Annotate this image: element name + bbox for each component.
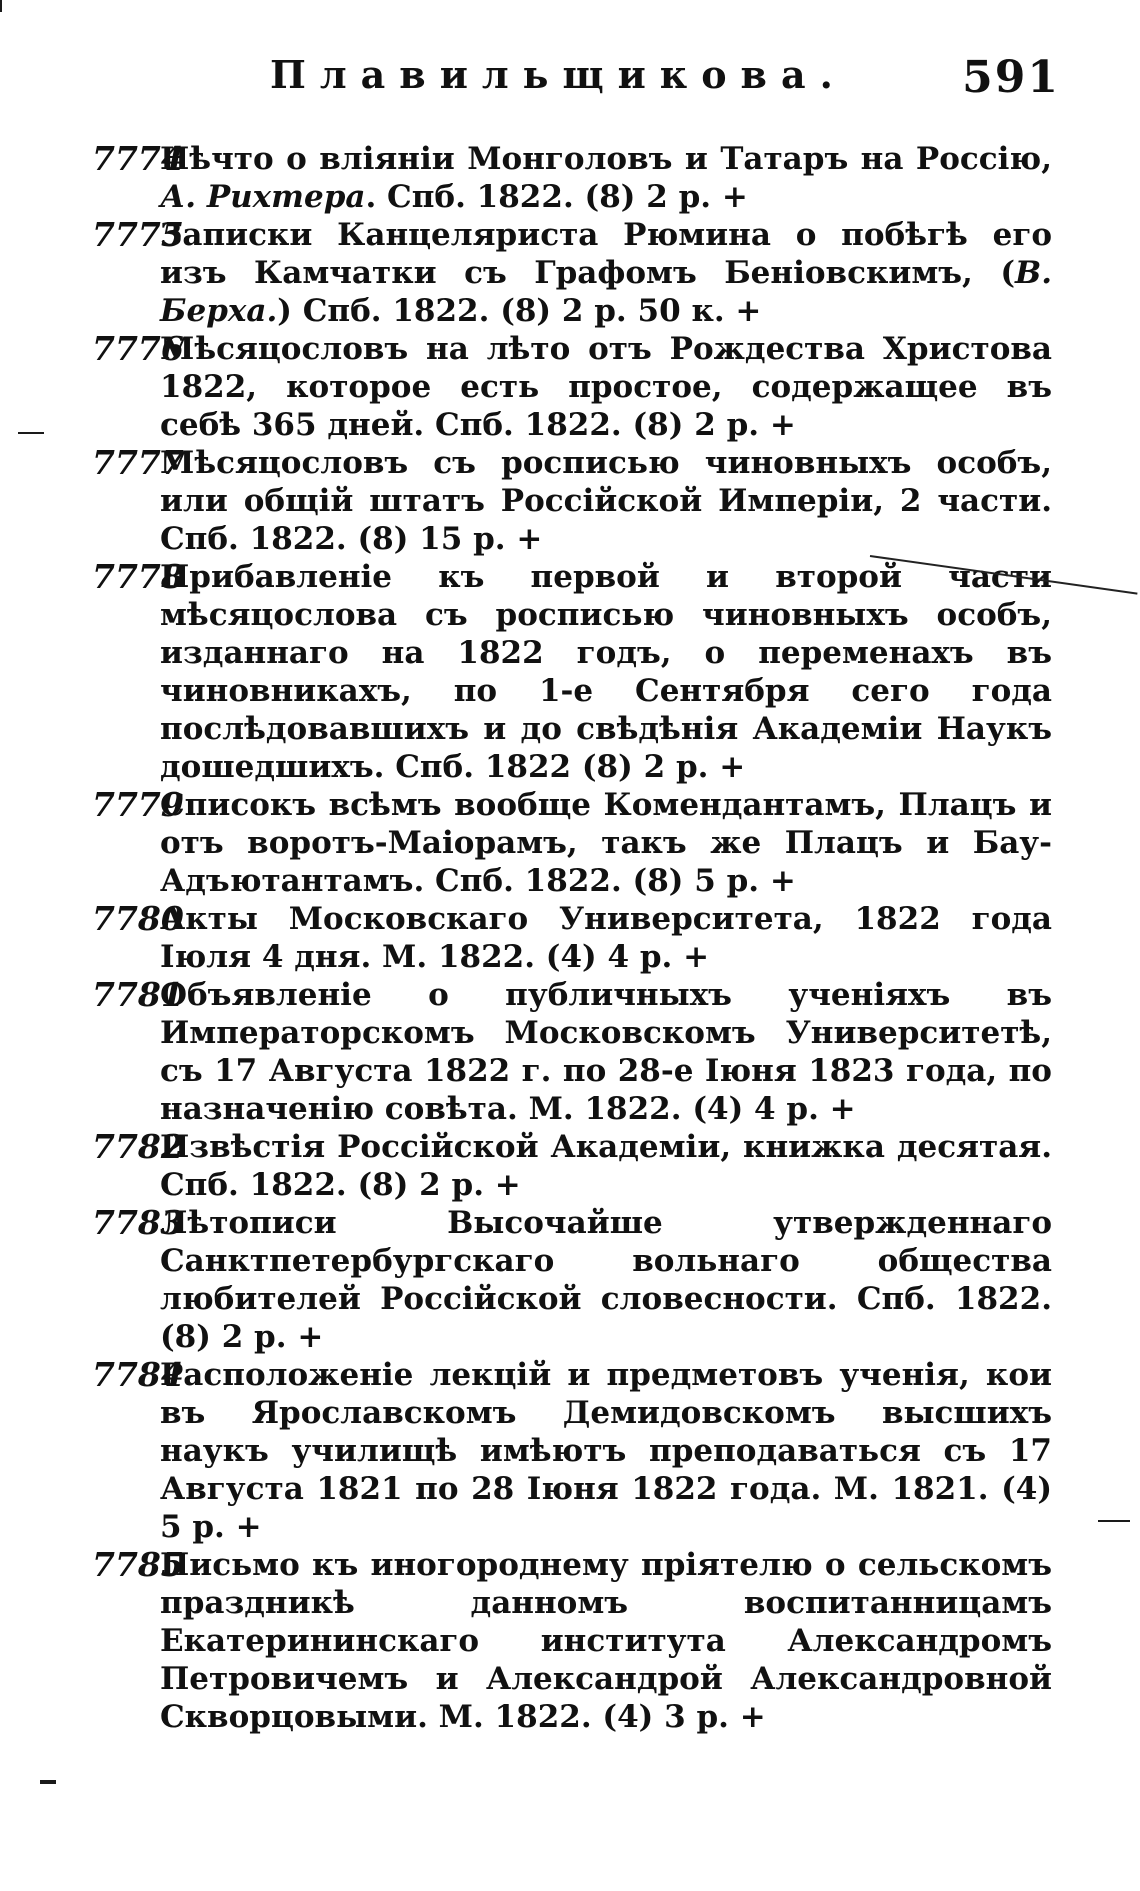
catalog-entry [92, 900, 1052, 976]
page-number: 591 [962, 52, 1060, 103]
entry-number: 7783 [92, 1203, 184, 1242]
entry-text-part: Извѣстія Россійской Академіи, книжка десятая. Спб. 1822. (8) 2 р. + [160, 1129, 1052, 1203]
entry-number: 7781 [92, 975, 184, 1014]
entry-text-part: Письмо къ иногороднему пріятелю о сельскомъ праздникѣ данномъ воспитанницамъ Екатерининскаго института Александромъ Петровичемъ и Александрой Александровной Скворцовыми. М. 1822. (4) 3 р. + [160, 1547, 1052, 1735]
catalog-entry [92, 976, 1052, 1128]
catalog-entry [92, 140, 1052, 216]
catalog-entry [92, 558, 1052, 786]
entry-number: 7778 [92, 557, 184, 596]
entry-author: В. Берха. [160, 255, 1052, 329]
entry-text-part: Мѣсяцословъ на лѣто отъ Рождества Христова 1822, которое есть простое, содержащее въ себѣ 365 дней. Спб. 1822. (8) 2 р. + [160, 331, 1052, 443]
entry-text-part: Записки Канцеляриста Рюмина о побѣгѣ его изъ Камчатки съ Графомъ Беніовскимъ, ( [160, 217, 1052, 291]
entry-text [160, 444, 1052, 558]
catalog-entry [92, 330, 1052, 444]
margin-mark [0, 0, 2, 12]
entry-text [160, 140, 1052, 216]
entry-text [160, 216, 1052, 330]
catalog-entry [92, 444, 1052, 558]
entry-text [160, 976, 1052, 1128]
entry-text-part: Расположеніе лекцій и предметовъ ученія, кои въ Ярославскомъ Демидовскомъ высшихъ наукъ училищѣ имѣютъ преподаваться съ 17 Августа 1821 по 28 Іюня 1822 года. М. 1821. (4) 5 р. + [160, 1357, 1052, 1545]
entry-number: 7780 [92, 899, 184, 938]
entry-text-part: Объявленіе о публичныхъ ученіяхъ въ Императорскомъ Московскомъ Университетѣ, съ 17 Августа 1822 г. по 28-е Іюня 1823 года, по назначенію совѣта. М. 1822. (4) 4 р. + [160, 977, 1052, 1127]
entry-number: 7775 [92, 215, 184, 254]
running-head [270, 52, 1060, 122]
margin-mark [1098, 1520, 1130, 1522]
entry-text-part: Мѣсяцословъ съ росписью чиновныхъ особъ, или общій штатъ Россійской Имперіи, 2 части. Спб. 1822. (8) 15 р. + [160, 445, 1052, 557]
running-head-title: Плавильщикова. [270, 52, 847, 97]
catalog-entry [92, 786, 1052, 900]
entry-text [160, 558, 1052, 786]
entry-number: 7785 [92, 1545, 184, 1584]
entry-number: 7782 [92, 1127, 184, 1166]
entry-text [160, 1128, 1052, 1204]
entry-author: А. Рихтера [160, 179, 366, 215]
entry-text [160, 1356, 1052, 1546]
entry-text-part: Списокъ всѣмъ вообще Комендантамъ, Плацъ и отъ воротъ-Маіорамъ, такъ же Плацъ и Бау-Адъютантамъ. Спб. 1822. (8) 5 р. + [160, 787, 1052, 899]
catalog-entry [92, 1128, 1052, 1204]
catalog-entry [92, 1204, 1052, 1356]
catalog-entry [92, 216, 1052, 330]
entry-text [160, 330, 1052, 444]
margin-mark [18, 432, 44, 434]
entry-text-part: Прибавленіе къ первой и второй части мѣсяцослова съ росписью чиновныхъ особъ, изданнаго на 1822 годъ, о переменахъ въ чиновникахъ, по 1-е Сентября сего года послѣдовавшихъ и до свѣдѣнія Академіи Наукъ дошедшихъ. Спб. 1822 (8) 2 р. + [160, 559, 1052, 785]
entry-number: 7779 [92, 785, 184, 824]
entry-text-part: . Спб. 1822. (8) 2 р. + [365, 179, 748, 215]
catalog-entry [92, 1546, 1052, 1736]
entry-text [160, 900, 1052, 976]
entry-text-part: Акты Московскаго Университета, 1822 года Іюля 4 дня. М. 1822. (4) 4 р. + [160, 901, 1052, 975]
entry-text [160, 1204, 1052, 1356]
entry-text [160, 1546, 1052, 1736]
margin-mark [40, 1780, 56, 1784]
catalog-entries [92, 140, 1052, 1736]
entry-number: 7774 [92, 139, 184, 178]
entry-text-part: Лѣтописи Высочайше утвержденнаго Санктпетербургскаго вольнаго общества любителей Россійской словесности. Спб. 1822. (8) 2 р. + [160, 1205, 1052, 1355]
entry-text-part: ) Спб. 1822. (8) 2 р. 50 к. + [277, 293, 762, 329]
entry-number: 7777 [92, 443, 184, 482]
entry-text-part: Нѣчто о вліяніи Монголовъ и Татаръ на Россію, [160, 141, 1052, 177]
entry-number: 7784 [92, 1355, 184, 1394]
catalog-entry [92, 1356, 1052, 1546]
entry-text [160, 786, 1052, 900]
entry-number: 7776 [92, 329, 184, 368]
